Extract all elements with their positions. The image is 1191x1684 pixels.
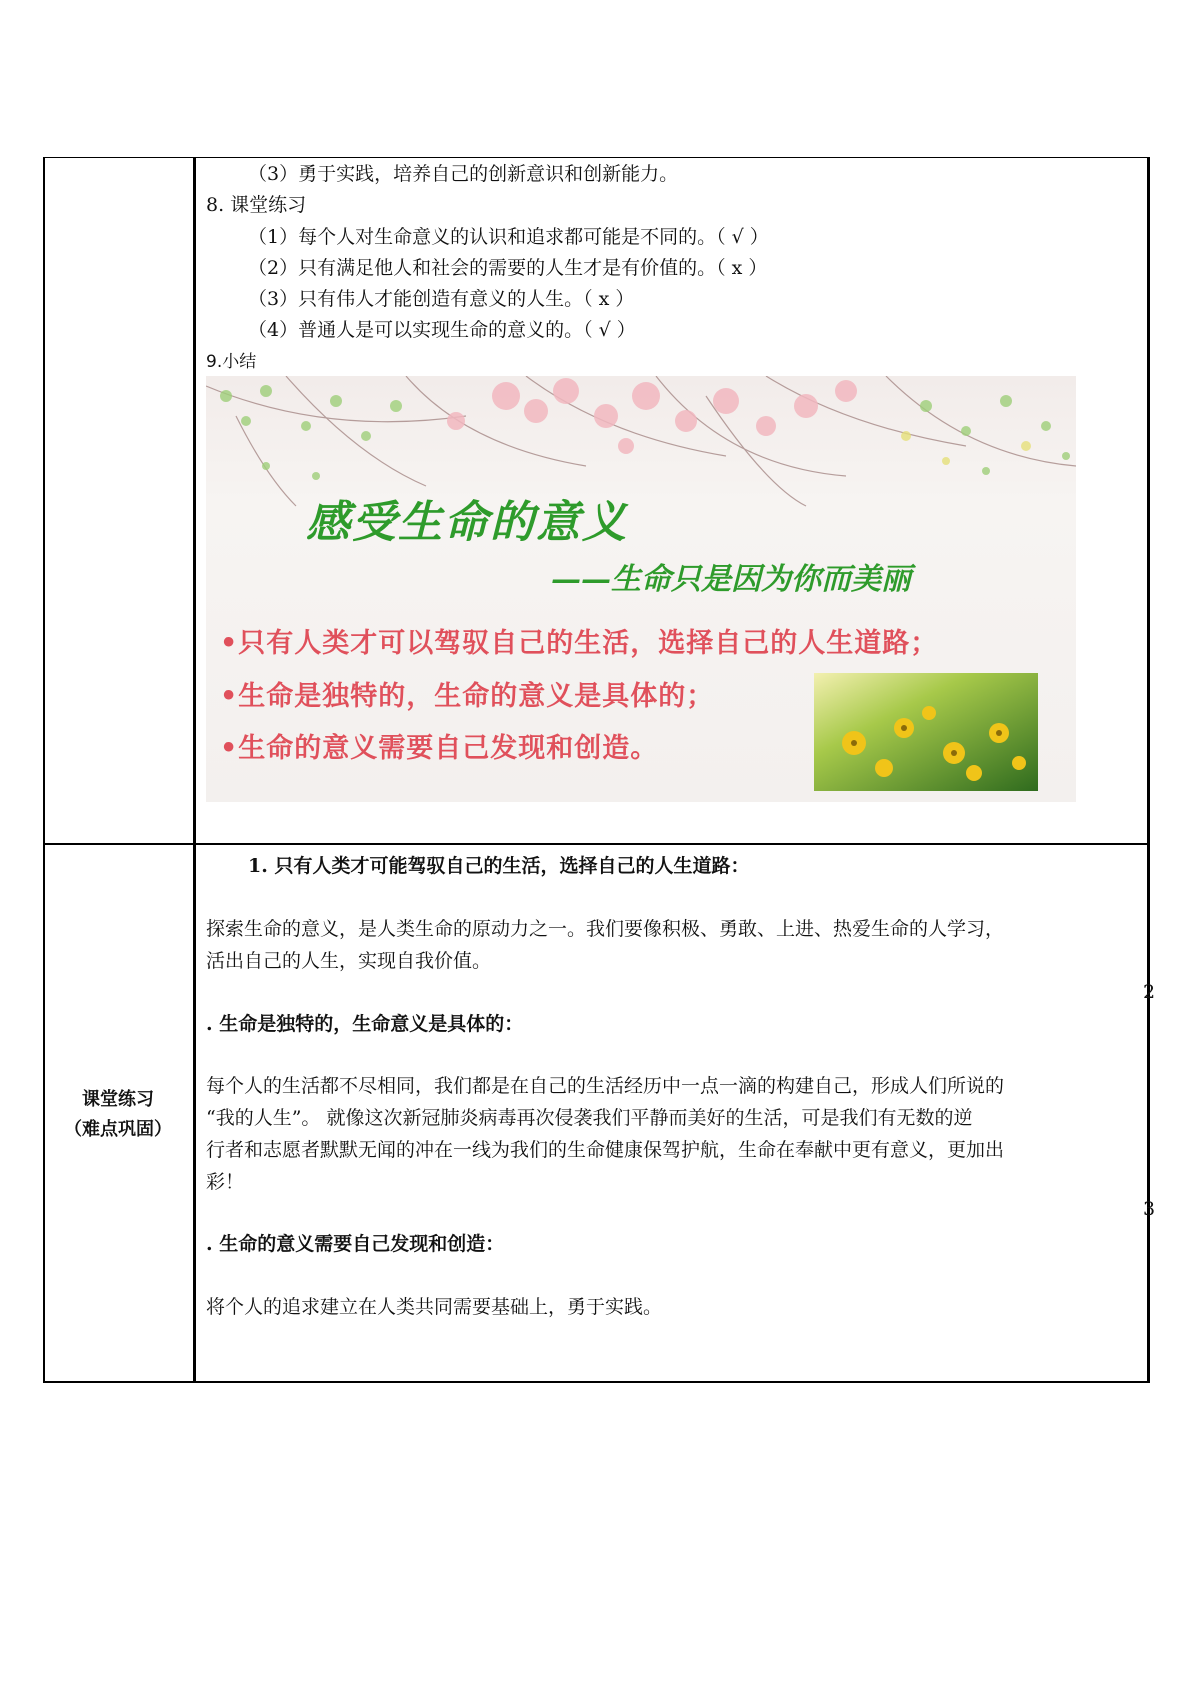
row-label [43, 1085, 193, 1145]
item9-heading: 9.小结 [206, 352, 257, 372]
exercise-3: （3）只有伟人才能创造有意义的人生。（ x ） [248, 288, 635, 310]
slide-bullet-1: •只有人类才可以驾驭自己的生活，选择自己的人生道路； [220, 628, 939, 659]
exercise-2: （2）只有满足他人和社会的需要的人生才是有价值的。（ x ） [248, 257, 768, 279]
yellow-flowers-photo [814, 673, 1038, 791]
slide-bullet-2: •生命是独特的，生命的意义是具体的； [220, 681, 715, 712]
point2-body-line4: 彩！ [206, 1171, 245, 1193]
point2-body-line1: 每个人的生活都不尽相同，我们都是在自己的生活经历中一点一滴的构建自己，形成人们所说的 [206, 1075, 1005, 1097]
point2-heading: . 生命是独特的，生命意义是具体的： [206, 1013, 524, 1035]
row-label-line2: （难点巩固） [64, 1119, 172, 1140]
point2-body-line2: “我的人生”。 就像这次新冠肺炎病毒再次侵袭我们平静而美好的生活，可是我们有无数的逆 [206, 1107, 973, 1129]
point2-body-line3: 行者和志愿者默默无闻的冲在一线为我们的生命健康保驾护航，生命在奉献中更有意义，更加出 [206, 1139, 1005, 1161]
row-label-line1: 课堂练习 [82, 1089, 154, 1110]
point3-heading: . 生命的意义需要自己发现和创造： [206, 1233, 505, 1255]
table-divider [193, 157, 196, 1383]
table-bottom-border [43, 1381, 1150, 1383]
exercise-4: （4）普通人是可以实现生命的意义的。（ √ ） [248, 319, 636, 341]
point3-body: 将个人的追求建立在人类共同需要基础上，勇于实践。 [206, 1296, 663, 1318]
table-row-divider [43, 843, 1150, 845]
slide-subtitle: ——生命只是因为你而美丽 [551, 562, 911, 597]
slide-bullet-3: •生命的意义需要自己发现和创造。 [220, 733, 659, 764]
table-left-border [43, 157, 45, 1383]
practice-line: （3）勇于实践，培养自己的创新意识和创新能力。 [248, 163, 679, 185]
side-number-2: 2 [1143, 981, 1156, 1003]
table-top-border [43, 157, 1150, 158]
item8-heading: 8. 课堂练习 [206, 194, 307, 216]
exercise-1: （1）每个人对生命意义的认识和追求都可能是不同的。（ √ ） [248, 226, 769, 248]
side-number-3: 3 [1143, 1198, 1156, 1220]
point1-body-line1: 探索生命的意义，是人类生命的原动力之一。我们要像积极、勇敢、上进、热爱生命的人学习， [206, 918, 1005, 940]
point1-heading: 1. 只有人类才可能驾驭自己的生活，选择自己的人生道路： [248, 855, 750, 877]
point1-body-line2: 活出自己的人生，实现自我价值。 [206, 950, 492, 972]
summary-slide-image [206, 376, 1076, 802]
slide-title: 感受生命的意义 [306, 497, 628, 548]
